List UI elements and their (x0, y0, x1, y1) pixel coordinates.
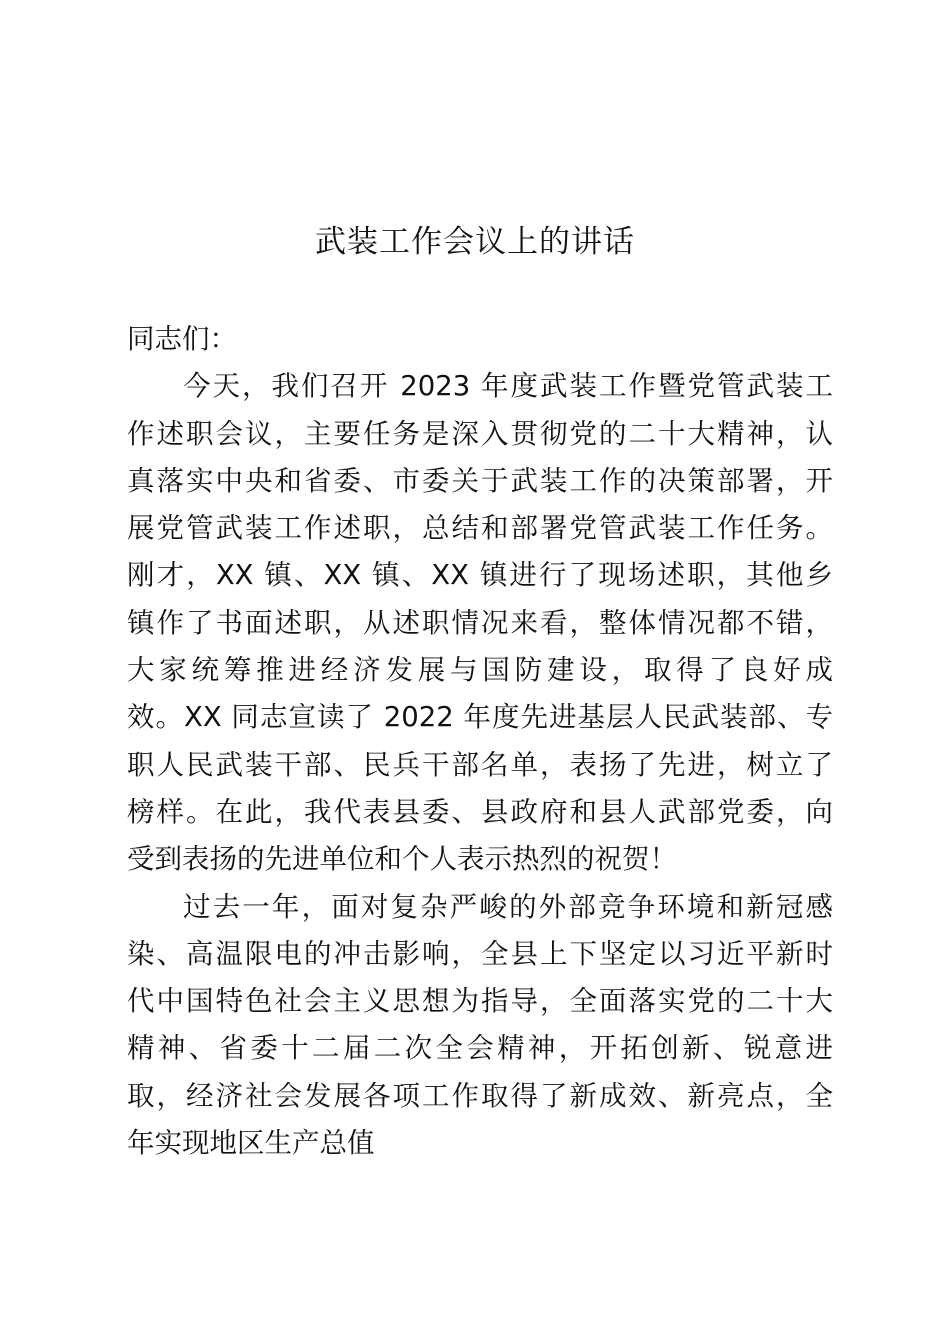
paragraph-line: 取，经济社会发展各项工作取得了新成效、新亮点，全 (127, 1079, 833, 1112)
paragraph-line: 效。XX 同志宣读了 2022 年度先进基层人民武装部、专 (127, 701, 833, 734)
paragraph-line: 作述职会议，主要任务是深入贯彻党的二十大精神，认 (127, 417, 833, 450)
paragraph-1 (127, 363, 833, 883)
paragraph-line: 镇作了书面述职，从述职情况来看，整体情况都不错， (127, 606, 833, 639)
document-body (127, 316, 833, 1167)
paragraph-line: 榜样。在此，我代表县委、县政府和县人武部党委，向 (127, 795, 833, 828)
paragraph-line: 年实现地区生产总值 (127, 1127, 375, 1160)
paragraph-line: 刚才，XX 镇、XX 镇、XX 镇进行了现场述职，其他乡 (127, 559, 833, 592)
paragraph-2 (127, 884, 833, 1168)
paragraph-line: 展党管武装工作述职，总结和部署党管武装工作任务。 (127, 512, 833, 545)
document-title: 武装工作会议上的讲话 (315, 224, 635, 260)
paragraph-line: 大家统筹推进经济发展与国防建设，取得了良好成 (127, 654, 833, 687)
paragraph-line: 真落实中央和省委、市委关于武装工作的决策部署，开 (127, 464, 833, 497)
paragraph-line: 今天，我们召开 2023 年度武装工作暨党管武装工 (183, 370, 833, 403)
paragraph-line: 过去一年，面对复杂严峻的外部竞争环境和新冠感 (183, 890, 833, 923)
paragraph-line: 受到表扬的先进单位和个人表示热烈的祝贺！ (127, 843, 677, 876)
salutation: 同志们： (127, 323, 237, 355)
paragraph-line: 染、高温限电的冲击影响，全县上下坚定以习近平新时 (127, 937, 833, 970)
paragraph-line: 职人民武装干部、民兵干部名单，表扬了先进，树立了 (127, 748, 833, 781)
paragraph-line: 代中国特色社会主义思想为指导，全面落实党的二十大 (127, 985, 833, 1018)
paragraph-line: 精神、省委十二届二次全会精神，开拓创新、锐意进 (127, 1032, 833, 1065)
